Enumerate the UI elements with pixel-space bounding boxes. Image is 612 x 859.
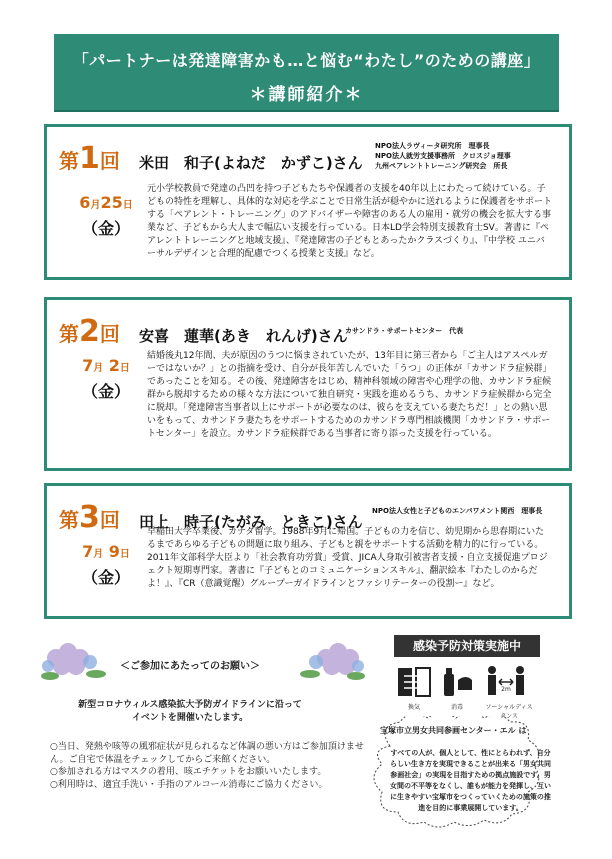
- lecturer-name: 米田 和子(よねだ かずこ)さん: [138, 154, 363, 172]
- list-item: ○参加される方はマスクの着用、咳エチケットをお願いいたします。: [50, 767, 327, 777]
- lecturer-affiliation: カサンドラ・サポートセンター 代表: [345, 327, 464, 335]
- lecture-date: 7月 9日 （金）: [81, 542, 130, 587]
- lecture-card-3: [44, 483, 572, 619]
- lecturer-bio: 結婚後丸12年間、夫が原因のうつに悩まされていたが、13年目に第三者から「ご主人はアスペルガーではないか？」との指摘を受け、自分が長年苦しんでいた「うつ」の正体が「カサンドラ症候群」であったことを知る。その後、発達障害をはじめ、精神科領域の障害や心理学の他、カサンドラ症候群から脱却するための様々な方法について独自研究・実践を進めるうち、カサンドラ症候群から完全に脱却。「発達障害当事者以上にサポートが必要なのは、彼らを支えている妻たちだ！」との熱い思いをもって、カサンドラ妻たちをサポートするためのカサンドラ専門相談機関「カサンドラ・サポートセンター」を設立。カサンドラ症候群である当事者に寄り添った支援を行っている。: [147, 351, 552, 439]
- social-distance-icon: [484, 664, 528, 700]
- list-item: ○当日、発熱や咳等の風邪症状が見られるなど体調の悪い方はご参加頂けません。ご自宅で体温をチェックしてからご来館ください。: [50, 742, 364, 765]
- lecturer-affiliation: NPO法人ラヴィータ研究所 理事長 NPO法人就労支援事務所 クロスジョ理事 九州ペアレントトレーニング研究会 所長: [375, 142, 511, 170]
- disinfect-icon: [440, 664, 474, 700]
- center-name: 宝塚市立男女共同参画センター・エル は: [380, 726, 527, 735]
- distance-value: 2m: [501, 686, 511, 693]
- lecture-card-2: [44, 297, 572, 471]
- lecture-number: 第3回: [59, 500, 120, 535]
- lecture-date: 6月25日 （金）: [79, 193, 133, 238]
- center-description: すべての人が、個人として、性にとらわれず、自分らしい生き方を実現できることが出来る「男女共同参画社会」の実現を目指すための拠点施設です。男女間の不平等をなくし、誰もが能力を発揮し、互いに生きやすい宝塚市をつくっていくための施策の推進を目的に事業展開しています。: [390, 749, 551, 812]
- infection-prevention-label: 感染予防対策実施中: [394, 635, 540, 657]
- disinfect-label: 消毒: [450, 704, 463, 711]
- lecture-number: 第2回: [59, 314, 120, 349]
- lecture-number: 第1回: [59, 141, 120, 176]
- lecture-card-1: [44, 124, 572, 280]
- hydrangea-right-icon: [290, 640, 370, 686]
- lecturer-bio: 元小学校教員で発達の凸凹を持つ子どもたちや保護者の支援を40年以上にわたって続けている。子どもの特性を理解し、具体的な対応を学ぶことで日常生活が穏やかに送れるように保護者をサポートする「ペアレント・トレーニング」のアドバイザーや障害のある人の雇用・就労の機会を拡大する事業など、子どもから大人まで幅広い支援を行っている。日本LD学会特別支援教育士SV。著書に『ペアレントトレーニングと地域支援』、『発達障害の子どもとあったかクラスづくり』、『中学校 ユニバーサルデザインと合理的配慮でつくる授業と支援』など。: [147, 184, 553, 259]
- ventilation-label: 換気: [407, 704, 420, 711]
- header-banner: [54, 34, 559, 110]
- lecturer-name: 安喜 蓮華(あき れんげ)さん: [138, 327, 348, 345]
- lecture-header: [59, 314, 348, 349]
- page-subtitle: ＊講師紹介＊: [249, 85, 364, 105]
- lecturer-name: 田上 時子(たがみ ときこ)さん: [138, 513, 363, 531]
- ventilation-icon: [396, 666, 432, 700]
- lecturer-affiliation: NPO法人女性と子どものエンパワメント関西 理事長: [372, 507, 543, 515]
- hydrangea-left-icon: [36, 640, 116, 686]
- notice-list: [50, 741, 370, 791]
- page-title: 「パートナーは発達障害かも…と悩む“わたし”のための講座」: [72, 51, 541, 70]
- notice-lead: 新型コロナウィルス感染拡大予防ガイドラインに沿って イベントを開催いたします。: [78, 700, 302, 723]
- distance-label: ソーシャルディスタンス: [485, 704, 533, 720]
- lecturer-bio: 早稲田大学卒業後、カナダ留学。1988年9月に帰国。子どもの力を信じ、幼児期から思春期にいたるまであらゆる子どもの問題に取り組み、子どもと親をサポートする活動を精力的に行っている。2011年文部科学大臣より「社会教育功労賞」受賞、JICA人身取引被害者支援・自立支援促進プロジェクト短期専門家。著書に『子どもとのコミュニケーションスキル』、翻訳絵本『わたしのからだよ！』、『CR（意識覚醒）グループーガイドラインとファシリテーターの役割ー』など。: [147, 527, 548, 589]
- lecture-date: 7月 2日 （金）: [81, 356, 130, 401]
- notice-title: ＜ご参加にあたってのお願い＞: [120, 661, 260, 672]
- lecture-header: [59, 141, 363, 176]
- list-item: ○利用時は、適宜手洗い・手指のアルコール消毒にご協力ください。: [50, 779, 328, 790]
